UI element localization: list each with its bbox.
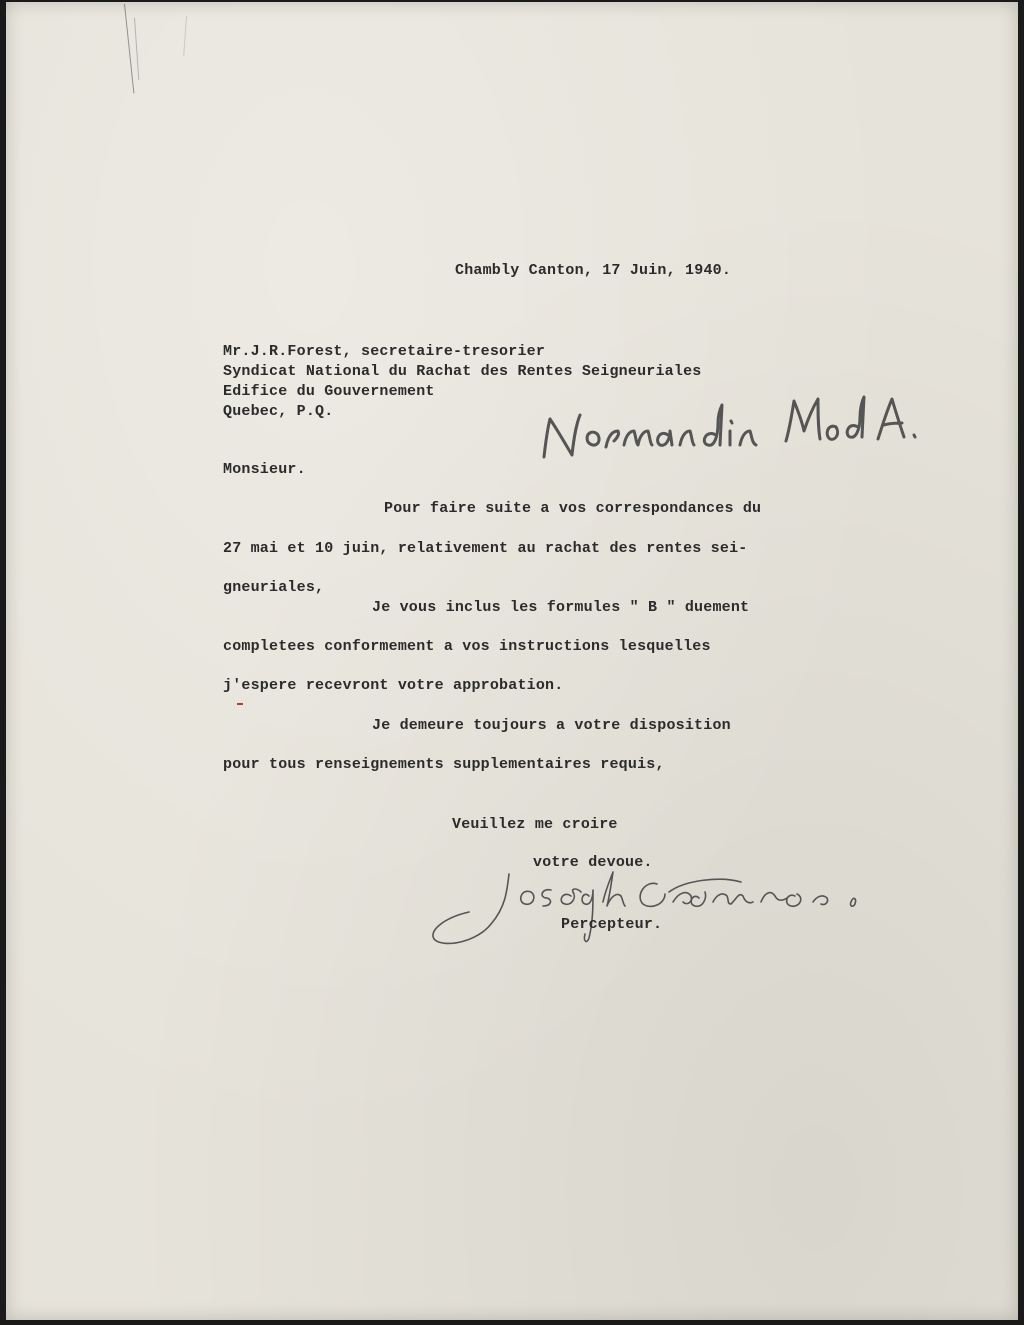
paper-crease xyxy=(134,18,139,80)
letter-page xyxy=(6,2,1018,1320)
recipient-line: Quebec, P.Q. xyxy=(223,403,334,420)
red-pencil-mark xyxy=(237,703,243,705)
dateline: Chambly Canton, 17 Juin, 1940. xyxy=(455,262,732,279)
handwritten-annotation-text xyxy=(6,2,7,3)
body-line: Je vous inclus les formules " B " duement xyxy=(372,599,750,616)
recipient-line: Edifice du Gouvernement xyxy=(223,383,435,400)
handwritten-signature-text xyxy=(6,2,7,3)
body-line: Pour faire suite a vos correspondances du xyxy=(384,500,762,517)
paper-crease xyxy=(124,4,134,94)
handwritten-signature xyxy=(421,862,871,957)
closing-2: votre devoue. xyxy=(533,854,653,871)
body-line: 27 mai et 10 juin, relativement au rachat des rentes sei- xyxy=(223,540,748,557)
body-line: completees conformement a vos instructions lesquelles xyxy=(223,638,711,655)
signature-title: Percepteur. xyxy=(561,916,663,933)
salutation: Monsieur. xyxy=(223,461,306,478)
body-line: j'espere recevront votre approbation. xyxy=(223,677,564,694)
body-line: Je demeure toujours a votre disposition xyxy=(372,717,731,734)
closing: Veuillez me croire xyxy=(452,816,618,833)
recipient-line: Mr.J.R.Forest, secretaire-tresorier xyxy=(223,343,546,360)
body-line: gneuriales, xyxy=(223,579,325,596)
paper-crease xyxy=(183,16,187,56)
handwritten-annotation xyxy=(536,387,926,467)
recipient-line: Syndicat National du Rachat des Rentes Seigneuriales xyxy=(223,363,702,380)
body-line: pour tous renseignements supplementaires requis, xyxy=(223,756,665,773)
